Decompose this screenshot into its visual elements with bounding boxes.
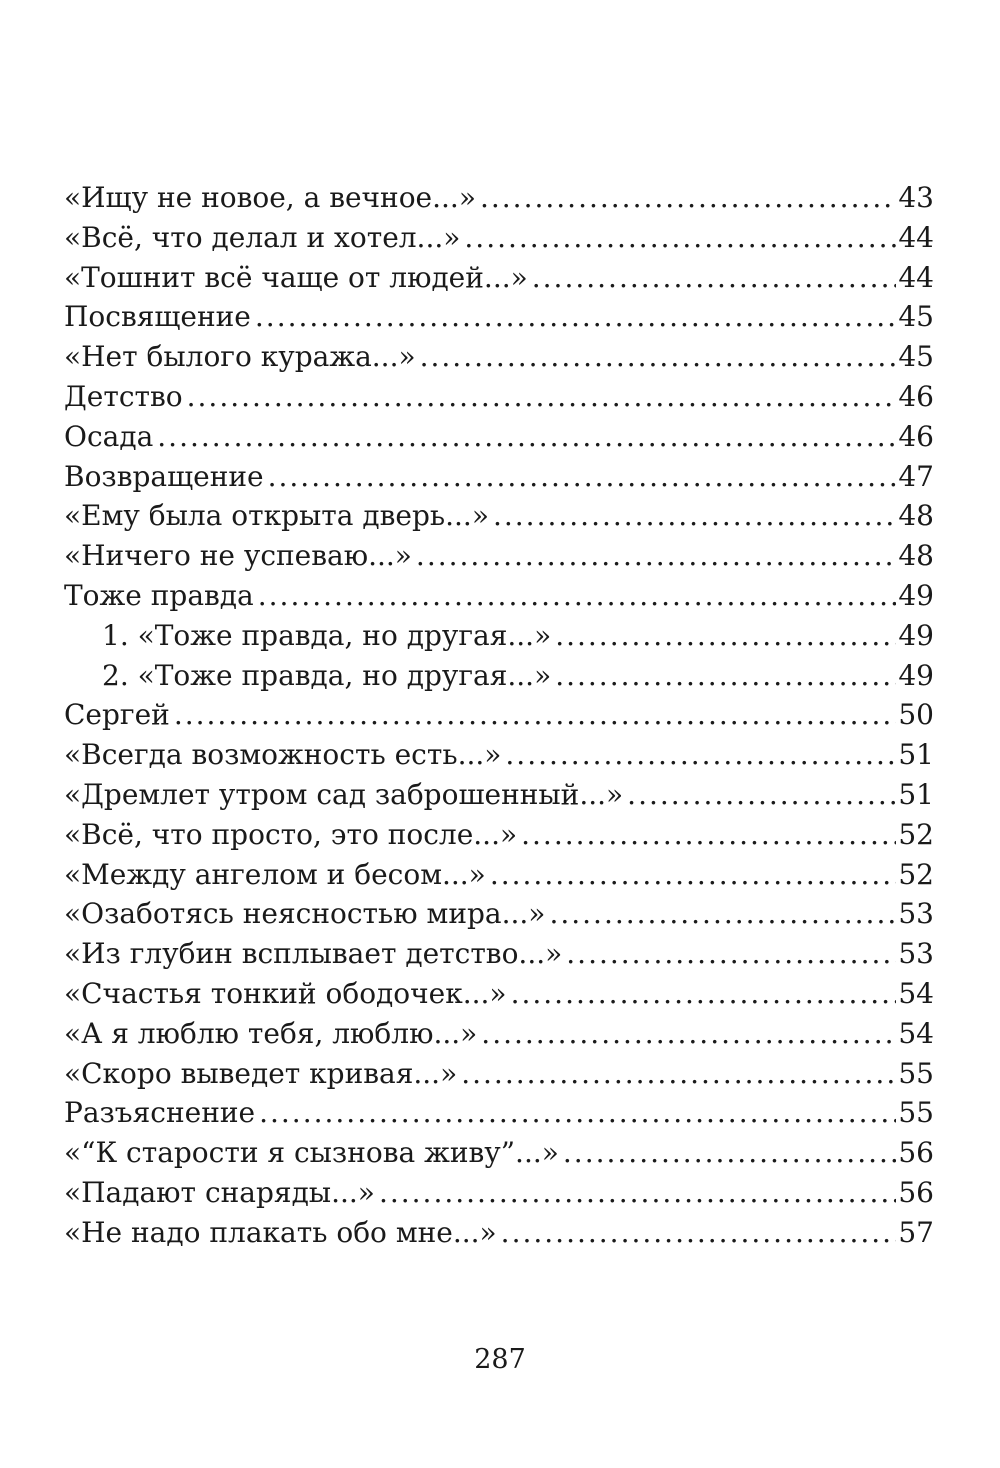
toc-entry-page: 56 bbox=[896, 1173, 934, 1213]
toc-entry-title: «Падают снаряды...» bbox=[64, 1173, 379, 1213]
toc-leader-dots bbox=[480, 178, 896, 218]
toc-entry-title: Разъяснение bbox=[64, 1093, 259, 1133]
toc-entry bbox=[64, 775, 934, 815]
toc-entry-title: «Не надо плакать обо мне...» bbox=[64, 1213, 501, 1253]
toc-entry bbox=[64, 616, 934, 656]
toc-entry-title: «Всё, что просто, это после...» bbox=[64, 815, 521, 855]
toc-entry-page: 52 bbox=[896, 855, 934, 895]
toc-entry bbox=[64, 735, 934, 775]
toc-entry-title: «Скоро выведет кривая...» bbox=[64, 1054, 461, 1094]
toc-entry bbox=[64, 337, 934, 377]
toc-entry-title: «Ему была открыта дверь...» bbox=[64, 496, 493, 536]
toc-entry-page: 45 bbox=[896, 297, 934, 337]
toc-entry-title: «Нет былого куража...» bbox=[64, 337, 420, 377]
toc-entry bbox=[64, 894, 934, 934]
toc-entry-title: «“К старости я сызнова живу”...» bbox=[64, 1133, 563, 1173]
toc-entry bbox=[64, 178, 934, 218]
toc-entry-page: 49 bbox=[896, 576, 934, 616]
toc-entry bbox=[64, 1213, 934, 1253]
toc-leader-dots bbox=[563, 1133, 896, 1173]
toc-entry-title: «Ничего не успеваю...» bbox=[64, 536, 416, 576]
toc-entry bbox=[64, 258, 934, 298]
toc-entry-page: 48 bbox=[896, 496, 934, 536]
toc-entry-page: 44 bbox=[896, 218, 934, 258]
toc-entry bbox=[64, 496, 934, 536]
toc-entry-page: 53 bbox=[896, 894, 934, 934]
toc-entry-page: 46 bbox=[896, 417, 934, 457]
toc-leader-dots bbox=[505, 735, 896, 775]
toc-entry bbox=[64, 934, 934, 974]
toc-entry-title: Детство bbox=[64, 377, 187, 417]
toc-leader-dots bbox=[549, 894, 896, 934]
toc-entry-title: «Дремлет утром сад заброшенный...» bbox=[64, 775, 627, 815]
toc-entry-title: 1. «Тоже правда, но другая...» bbox=[102, 616, 555, 656]
toc-entry-page: 56 bbox=[896, 1133, 934, 1173]
toc-entry-page: 44 bbox=[896, 258, 934, 298]
toc-entry bbox=[64, 1173, 934, 1213]
toc-entry-page: 55 bbox=[896, 1054, 934, 1094]
toc-entry-page: 57 bbox=[896, 1213, 934, 1253]
toc-entry-title: Посвящение bbox=[64, 297, 255, 337]
toc-entry-page: 49 bbox=[896, 656, 934, 696]
toc-entry-page: 51 bbox=[896, 775, 934, 815]
toc-entry bbox=[64, 218, 934, 258]
toc-leader-dots bbox=[259, 1093, 896, 1133]
toc-leader-dots bbox=[490, 855, 897, 895]
toc-entry bbox=[64, 1093, 934, 1133]
toc-entry-title: «Из глубин всплывает детство...» bbox=[64, 934, 566, 974]
toc-entry bbox=[64, 855, 934, 895]
toc-entry-title: «Озаботясь неясностью мира...» bbox=[64, 894, 549, 934]
toc-leader-dots bbox=[461, 1054, 896, 1094]
toc-entry bbox=[64, 377, 934, 417]
toc-entry-title: «Счастья тонкий ободочек...» bbox=[64, 974, 511, 1014]
toc-entry-title: «Всегда возможность есть...» bbox=[64, 735, 505, 775]
toc-entry-title: Возвращение bbox=[64, 457, 268, 497]
toc-entry-title: «Между ангелом и бесом...» bbox=[64, 855, 490, 895]
toc-entry bbox=[64, 417, 934, 457]
toc-leader-dots bbox=[555, 616, 896, 656]
toc-leader-dots bbox=[627, 775, 896, 815]
toc-leader-dots bbox=[511, 974, 897, 1014]
toc-entry-page: 47 bbox=[896, 457, 934, 497]
toc-entry-page: 51 bbox=[896, 735, 934, 775]
toc-entry-page: 50 bbox=[896, 695, 934, 735]
toc-leader-dots bbox=[493, 496, 896, 536]
toc-entry bbox=[64, 695, 934, 735]
toc-entry-page: 49 bbox=[896, 616, 934, 656]
toc-entry bbox=[64, 656, 934, 696]
toc-leader-dots bbox=[521, 815, 896, 855]
toc-leader-dots bbox=[379, 1173, 896, 1213]
toc-leader-dots bbox=[464, 218, 896, 258]
toc-entry-page: 52 bbox=[896, 815, 934, 855]
toc-leader-dots bbox=[258, 576, 897, 616]
toc-entry-title: Тоже правда bbox=[64, 576, 258, 616]
toc-leader-dots bbox=[187, 377, 897, 417]
toc-entry bbox=[64, 1014, 934, 1054]
toc-entry-page: 46 bbox=[896, 377, 934, 417]
page-number: 287 bbox=[474, 1344, 526, 1375]
toc-entry-title: «Ищу не новое, а вечное...» bbox=[64, 178, 480, 218]
toc-entry bbox=[64, 576, 934, 616]
toc-entry-page: 55 bbox=[896, 1093, 934, 1133]
toc-entry bbox=[64, 297, 934, 337]
toc-leader-dots bbox=[416, 536, 896, 576]
toc-entry-page: 45 bbox=[896, 337, 934, 377]
toc-leader-dots bbox=[555, 656, 896, 696]
table-of-contents bbox=[64, 178, 934, 1253]
toc-entry-page: 54 bbox=[896, 1014, 934, 1054]
toc-entry-title: «Тошнит всё чаще от людей...» bbox=[64, 258, 532, 298]
toc-entry-page: 43 bbox=[896, 178, 934, 218]
toc-entry-page: 48 bbox=[896, 536, 934, 576]
toc-leader-dots bbox=[566, 934, 896, 974]
toc-leader-dots bbox=[255, 297, 896, 337]
toc-entry-page: 53 bbox=[896, 934, 934, 974]
toc-entry-title: Осада bbox=[64, 417, 157, 457]
toc-entry-title: 2. «Тоже правда, но другая...» bbox=[102, 656, 555, 696]
toc-entry-page: 54 bbox=[896, 974, 934, 1014]
toc-entry bbox=[64, 974, 934, 1014]
toc-leader-dots bbox=[268, 457, 897, 497]
toc-leader-dots bbox=[157, 417, 896, 457]
toc-entry bbox=[64, 536, 934, 576]
toc-entry-title: «Всё, что делал и хотел...» bbox=[64, 218, 464, 258]
toc-leader-dots bbox=[174, 695, 897, 735]
toc-entry bbox=[64, 815, 934, 855]
toc-entry-title: «А я люблю тебя, люблю...» bbox=[64, 1014, 481, 1054]
toc-leader-dots bbox=[501, 1213, 897, 1253]
toc-entry-title: Сергей bbox=[64, 695, 174, 735]
toc-entry bbox=[64, 1133, 934, 1173]
toc-leader-dots bbox=[420, 337, 897, 377]
toc-leader-dots bbox=[532, 258, 897, 298]
toc-entry bbox=[64, 457, 934, 497]
toc-leader-dots bbox=[481, 1014, 896, 1054]
toc-entry bbox=[64, 1054, 934, 1094]
